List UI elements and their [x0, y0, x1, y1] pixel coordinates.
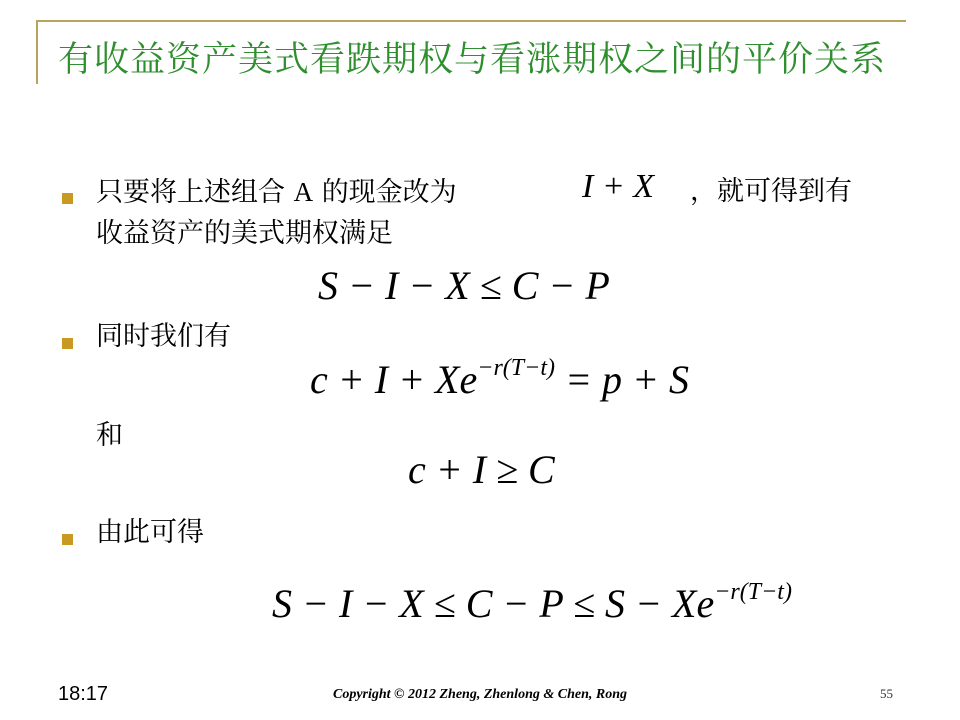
bullet-1-text-before: 只要将上述组合: [96, 177, 285, 208]
bullet-1-text-after: ，就可得到有: [690, 176, 852, 207]
slide-title: 有收益资产美式看跌期权与看涨期权之间的平价关系: [58, 40, 887, 80]
page-number: 55: [880, 686, 893, 701]
formula-call-inequality: c + I ≥ C: [408, 447, 555, 492]
title-frame-top-line: [36, 20, 906, 22]
bullet-marker-2: [62, 338, 73, 349]
formula-4-main: S − I − X ≤ C − P ≤ S − Xe: [272, 581, 715, 626]
portfolio-label-a: A: [293, 177, 314, 207]
connector-text: 和: [96, 420, 123, 451]
formula-european-parity: [310, 356, 689, 403]
bullet-marker-3: [62, 534, 73, 545]
cash-formula: I + X: [582, 168, 655, 205]
footer-time: 18:17: [58, 683, 109, 705]
formula-4-exponent: −r(T−t): [714, 579, 792, 605]
formula-2-rhs: = p + S: [554, 357, 689, 402]
bullet-1-line-2: 收益资产的美式期权满足: [96, 218, 393, 249]
title-frame-left-line: [36, 20, 38, 84]
footer-copyright: Copyright © 2012 Zheng, Zhenlong & Chen, Rong: [332, 687, 627, 702]
bullet-marker-1: [62, 193, 73, 204]
bullet-1-text-middle: 的现金改为: [321, 177, 457, 208]
formula-2-main: c + I + Xe: [310, 357, 478, 402]
bullet-2-text: 同时我们有: [96, 321, 231, 352]
formula-2-exponent: −r(T−t): [477, 355, 555, 381]
formula-combined-bounds: [272, 580, 792, 627]
bullet-3-text: 由此可得: [96, 517, 204, 548]
formula-american-parity: S − I − X ≤ C − P: [318, 263, 610, 308]
